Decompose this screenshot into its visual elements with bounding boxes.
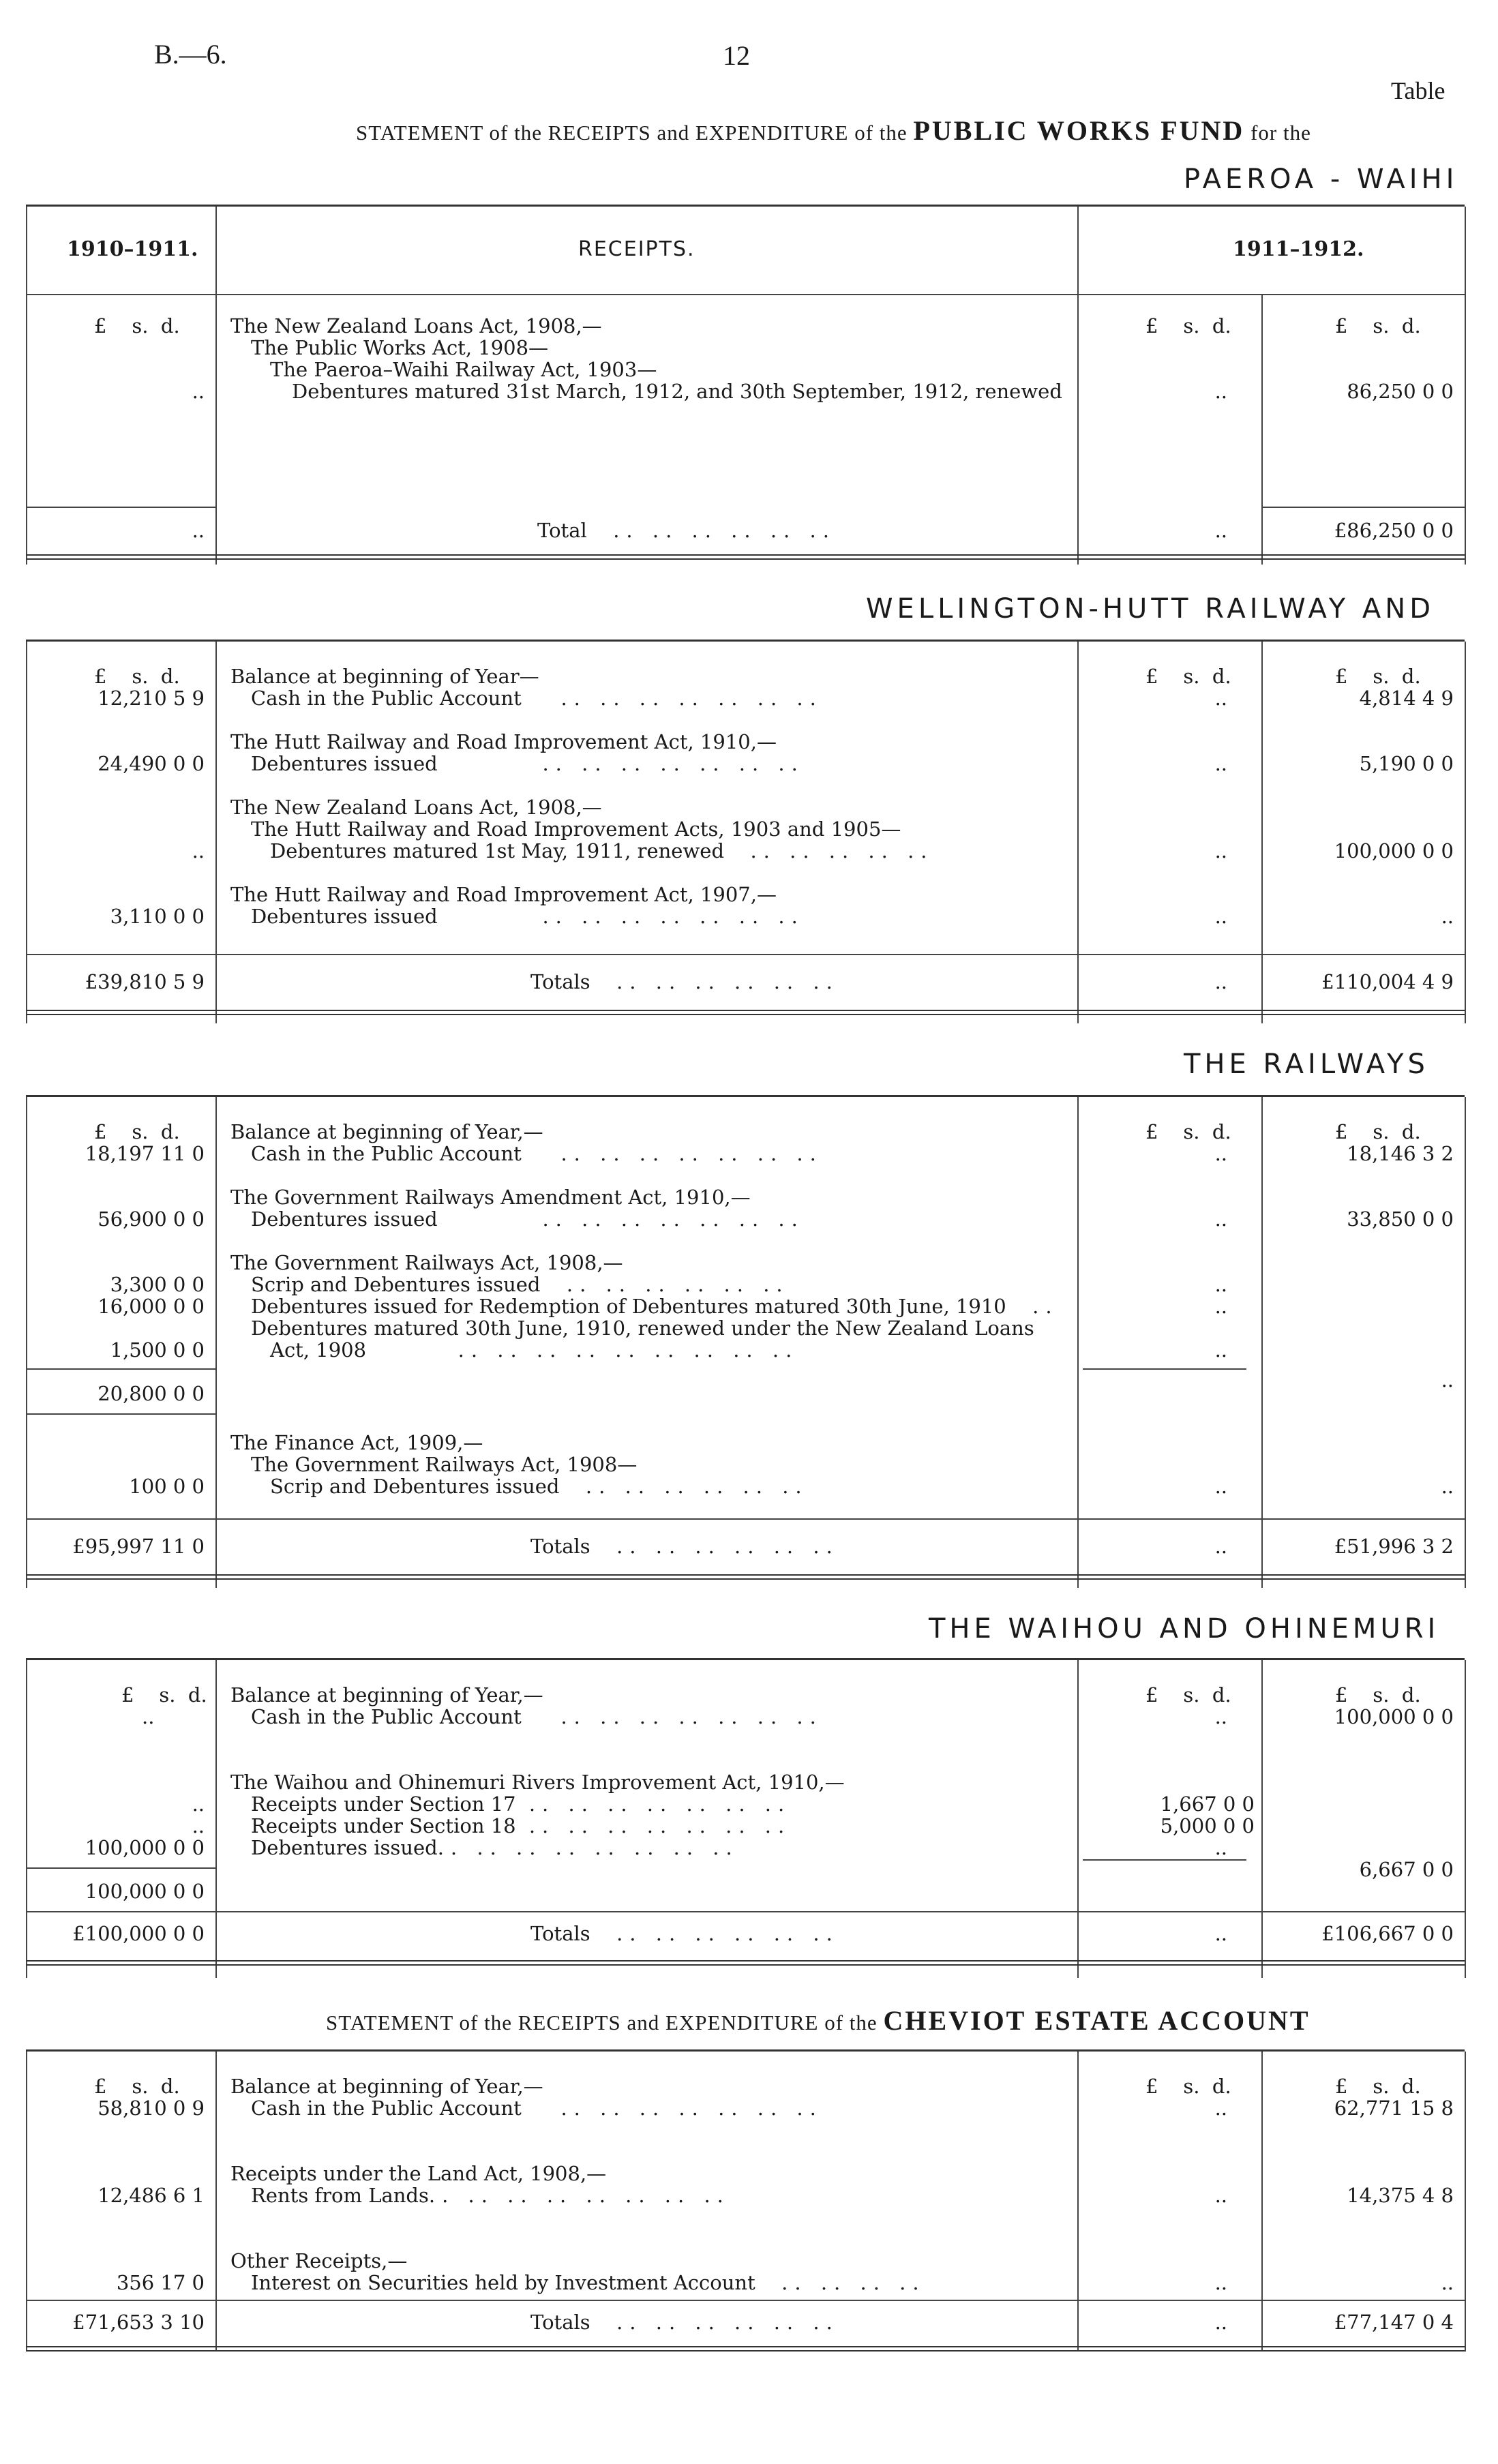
cheviot-rents-val: 14,375 4 8 bbox=[1347, 2184, 1454, 2207]
waihou-balance: Balance at beginning of Year,— bbox=[230, 1683, 543, 1707]
railways-redemp-mid: .. bbox=[1214, 1295, 1227, 1318]
railways-renew2: Act, 1908 .. .. .. .. .. .. .. .. .. bbox=[270, 1338, 799, 1362]
statement-heading-cheviot bbox=[326, 2004, 1310, 2037]
cheviot-other: Other Receipts,— bbox=[230, 2249, 408, 2272]
waihou-deb-prev: 100,000 0 0 bbox=[85, 1836, 205, 1859]
waihou-deb: Debentures issued.. .. .. .. .. .. .. .. bbox=[251, 1836, 739, 1859]
units-mid: £ s. d. bbox=[1145, 665, 1231, 688]
cheviot-total-val: £77,147 0 4 bbox=[1334, 2311, 1454, 2334]
col-head-year1: 1910–1911. bbox=[67, 237, 198, 261]
railways-total-label: Totals .. .. .. .. .. .. bbox=[530, 1535, 839, 1558]
railways-act1: The Government Railways Amendment Act, 1910,— bbox=[230, 1186, 751, 1209]
wellington-total-val: £110,004 4 9 bbox=[1321, 970, 1454, 993]
railways-total-val: £51,996 3 2 bbox=[1334, 1535, 1454, 1558]
table-waihou bbox=[26, 1658, 1465, 1978]
railways-cash-prev: 18,197 11 0 bbox=[85, 1142, 205, 1165]
wellington-total-prev: £39,810 5 9 bbox=[85, 970, 205, 993]
cheviot-cash-val: 62,771 15 8 bbox=[1334, 2097, 1454, 2120]
railways-act3: The Finance Act, 1909,— bbox=[230, 1431, 483, 1454]
railways-redemp: Debentures issued for Redemption of Debentures matured 30th June, 1910 .. bbox=[251, 1295, 1059, 1318]
waihou-sub-val: 6,667 0 0 bbox=[1359, 1858, 1454, 1881]
section-title-paeroa: PAEROA - WAIHI bbox=[1184, 164, 1458, 195]
wellington-deb1-prev: 24,490 0 0 bbox=[98, 752, 205, 775]
units-val: £ s. d. bbox=[1335, 1683, 1421, 1707]
railways-scrip2-prev: 100 0 0 bbox=[129, 1475, 205, 1498]
wellington-act2: The New Zealand Loans Act, 1908,— bbox=[230, 796, 602, 819]
heading-pre: STATEMENT of the RECEIPTS and EXPENDITURE of the bbox=[326, 2011, 878, 2034]
paeroa-prev: .. bbox=[192, 380, 205, 403]
paeroa-total-val: £86,250 0 0 bbox=[1334, 519, 1454, 542]
heading-bold: PUBLIC WORKS FUND bbox=[913, 115, 1245, 146]
units-prev: £ s. d. bbox=[121, 1683, 207, 1707]
wellington-deb2: Debentures matured 1st May, 1911, renewed .. .. .. .. .. bbox=[270, 839, 934, 862]
wellington-deb3-prev: 3,110 0 0 bbox=[110, 905, 205, 928]
railways-act2: The Government Railways Act, 1908,— bbox=[230, 1251, 623, 1274]
cheviot-rents-mid: .. bbox=[1214, 2184, 1227, 2207]
heading-post: for the bbox=[1250, 121, 1311, 145]
wellington-act3: The Hutt Railway and Road Improvement Act, 1907,— bbox=[230, 883, 777, 906]
railways-balance: Balance at beginning of Year,— bbox=[230, 1120, 543, 1143]
railways-renew-mid: .. bbox=[1214, 1338, 1227, 1362]
wellington-deb2-prev: .. bbox=[192, 839, 205, 862]
units-prev: £ s. d. bbox=[94, 665, 180, 688]
wellington-cash-val: 4,814 4 9 bbox=[1359, 687, 1454, 710]
waihou-total-val: £106,667 0 0 bbox=[1321, 1922, 1454, 1945]
railways-renew-prev: 1,500 0 0 bbox=[110, 1338, 205, 1362]
waihou-act1: The Waihou and Ohinemuri Rivers Improvement Act, 1910,— bbox=[230, 1771, 845, 1794]
waihou-deb-mid: .. bbox=[1214, 1836, 1227, 1859]
units-mid: £ s. d. bbox=[1145, 314, 1231, 337]
railways-deb1-val: 33,850 0 0 bbox=[1347, 1207, 1454, 1231]
waihou-total-label: Totals .. .. .. .. .. .. bbox=[530, 1922, 839, 1945]
cheviot-interest-mid: .. bbox=[1214, 2271, 1227, 2294]
page-number: 12 bbox=[723, 40, 750, 71]
cheviot-rents: Rents from Lands.. .. .. .. .. .. .. .. bbox=[251, 2184, 730, 2207]
railways-deb1-mid: .. bbox=[1214, 1207, 1227, 1231]
section-title-railways: THE RAILWAYS bbox=[1184, 1049, 1429, 1080]
paeroa-total-prev: .. bbox=[192, 519, 205, 542]
units-val: £ s. d. bbox=[1335, 2075, 1421, 2098]
paeroa-total-mid: .. bbox=[1214, 519, 1227, 542]
railways-scrip2-mid: .. bbox=[1214, 1475, 1227, 1498]
wellington-deb1-val: 5,190 0 0 bbox=[1359, 752, 1454, 775]
cheviot-interest-val: .. bbox=[1441, 2271, 1454, 2294]
paeroa-total-label: Total .. .. .. .. .. .. bbox=[537, 519, 836, 542]
units-prev: £ s. d. bbox=[94, 2075, 180, 2098]
railways-scrip2-val: .. bbox=[1441, 1475, 1454, 1498]
wellington-cash-mid: .. bbox=[1214, 687, 1227, 710]
wellington-balance: Balance at beginning of Year— bbox=[230, 665, 539, 688]
wellington-act2b: The Hutt Railway and Road Improvement Acts, 1903 and 1905— bbox=[251, 817, 901, 841]
paeroa-act1: The New Zealand Loans Act, 1908,— bbox=[230, 314, 602, 337]
cheviot-cash-prev: 58,810 0 9 bbox=[98, 2097, 205, 2120]
units-prev: £ s. d. bbox=[94, 1120, 180, 1143]
railways-deb1-prev: 56,900 0 0 bbox=[98, 1207, 205, 1231]
railways-sub-val: .. bbox=[1441, 1368, 1454, 1392]
paeroa-act3: The Paeroa–Waihi Railway Act, 1903— bbox=[270, 358, 657, 381]
wellington-deb1-mid: .. bbox=[1214, 752, 1227, 775]
wellington-total-label: Totals .. .. .. .. .. .. bbox=[530, 970, 839, 993]
waihou-cash: Cash in the Public Account .. .. .. .. .. .. .. bbox=[251, 1705, 823, 1728]
units-mid: £ s. d. bbox=[1145, 2075, 1231, 2098]
cheviot-interest: Interest on Securities held by Investment Account .. .. .. .. bbox=[251, 2271, 926, 2294]
railways-cash-mid: .. bbox=[1214, 1142, 1227, 1165]
wellington-cash-prev: 12,210 5 9 bbox=[98, 687, 205, 710]
cheviot-cash-mid: .. bbox=[1214, 2097, 1227, 2120]
units-val: £ s. d. bbox=[1335, 314, 1421, 337]
units-prev: £ s. d. bbox=[94, 314, 180, 337]
wellington-act1: The Hutt Railway and Road Improvement Act, 1910,— bbox=[230, 730, 777, 753]
col-head-year2: 1911–1912. bbox=[1233, 237, 1364, 261]
wellington-deb3-mid: .. bbox=[1214, 905, 1227, 928]
wellington-deb2-mid: .. bbox=[1214, 839, 1227, 862]
waihou-r17-mid: 1,667 0 0 bbox=[1160, 1792, 1255, 1816]
cheviot-act1: Receipts under the Land Act, 1908,— bbox=[230, 2162, 607, 2185]
cheviot-total-label: Totals .. .. .. .. .. .. bbox=[530, 2311, 839, 2334]
waihou-total-prev: £100,000 0 0 bbox=[72, 1922, 205, 1945]
railways-scrip2: Scrip and Debentures issued .. .. .. .. .. .. bbox=[270, 1475, 809, 1498]
units-mid: £ s. d. bbox=[1145, 1683, 1231, 1707]
section-title-wellington: WELLINGTON-HUTT RAILWAY AND bbox=[866, 593, 1435, 625]
paeroa-mid: .. bbox=[1214, 380, 1227, 403]
railways-act3b: The Government Railways Act, 1908— bbox=[251, 1453, 638, 1476]
col-head-receipts: RECEIPTS. bbox=[578, 237, 695, 261]
wellington-total-mid: .. bbox=[1214, 970, 1227, 993]
wellington-deb3-val: .. bbox=[1441, 905, 1454, 928]
waihou-r17-prev: .. bbox=[192, 1792, 205, 1816]
cheviot-balance: Balance at beginning of Year,— bbox=[230, 2075, 543, 2098]
railways-scrip: Scrip and Debentures issued .. .. .. .. .. .. bbox=[251, 1273, 790, 1296]
cheviot-interest-prev: 356 17 0 bbox=[116, 2271, 205, 2294]
railways-cash-val: 18,146 3 2 bbox=[1347, 1142, 1454, 1165]
waihou-r18-mid: 5,000 0 0 bbox=[1160, 1814, 1255, 1837]
section-title-waihou: THE WAIHOU AND OHINEMURI bbox=[929, 1613, 1440, 1644]
cheviot-total-mid: .. bbox=[1214, 2311, 1227, 2334]
railways-total-prev: £95,997 11 0 bbox=[72, 1535, 205, 1558]
railways-deb1: Debentures issued .. .. .. .. .. .. .. bbox=[251, 1207, 805, 1231]
wellington-deb3: Debentures issued .. .. .. .. .. .. .. bbox=[251, 905, 805, 928]
railways-renew1: Debentures matured 30th June, 1910, renewed under the New Zealand Loans bbox=[251, 1317, 1034, 1340]
cheviot-rents-prev: 12,486 6 1 bbox=[98, 2184, 205, 2207]
heading-bold: CHEVIOT ESTATE ACCOUNT bbox=[883, 2005, 1310, 2036]
page-ref: B.—6. bbox=[154, 39, 227, 70]
cheviot-total-prev: £71,653 3 10 bbox=[72, 2311, 205, 2334]
heading-pre: STATEMENT of the RECEIPTS and EXPENDITURE of the bbox=[356, 121, 908, 145]
railways-total-mid: .. bbox=[1214, 1535, 1227, 1558]
railways-cash: Cash in the Public Account .. .. .. .. .. .. .. bbox=[251, 1142, 823, 1165]
waihou-sub-prev: 100,000 0 0 bbox=[85, 1880, 205, 1903]
paeroa-val: 86,250 0 0 bbox=[1347, 380, 1454, 403]
waihou-cash-prev: .. bbox=[142, 1705, 155, 1728]
wellington-cash: Cash in the Public Account .. .. .. .. .. .. .. bbox=[251, 687, 823, 710]
railways-scrip-mid: .. bbox=[1214, 1273, 1227, 1296]
units-val: £ s. d. bbox=[1335, 1120, 1421, 1143]
table-label: Table bbox=[1391, 77, 1445, 104]
wellington-deb1: Debentures issued .. .. .. .. .. .. .. bbox=[251, 752, 805, 775]
units-mid: £ s. d. bbox=[1145, 1120, 1231, 1143]
waihou-r18: Receipts under Section 18 .. .. .. .. .. .. .. bbox=[251, 1814, 792, 1837]
waihou-total-mid: .. bbox=[1214, 1922, 1227, 1945]
cheviot-cash: Cash in the Public Account .. .. .. .. .. .. .. bbox=[251, 2097, 823, 2120]
railways-scrip-prev: 3,300 0 0 bbox=[110, 1273, 205, 1296]
waihou-r17: Receipts under Section 17 .. .. .. .. .. .. .. bbox=[251, 1792, 792, 1816]
wellington-deb2-val: 100,000 0 0 bbox=[1334, 839, 1454, 862]
table-paeroa bbox=[26, 205, 1465, 565]
table-railways bbox=[26, 1095, 1465, 1588]
paeroa-act2: The Public Works Act, 1908— bbox=[251, 336, 549, 359]
railways-sub-prev: 20,800 0 0 bbox=[98, 1382, 205, 1405]
paeroa-item: Debentures matured 31st March, 1912, and 30th September, 1912, renewed bbox=[292, 380, 1062, 403]
waihou-r18-prev: .. bbox=[192, 1814, 205, 1837]
statement-heading-public-works bbox=[356, 115, 1311, 147]
table-wellington bbox=[26, 640, 1465, 1023]
units-val: £ s. d. bbox=[1335, 665, 1421, 688]
waihou-cash-mid: .. bbox=[1214, 1705, 1227, 1728]
table-cheviot bbox=[26, 2049, 1465, 2352]
railways-redemp-prev: 16,000 0 0 bbox=[98, 1295, 205, 1318]
waihou-cash-val: 100,000 0 0 bbox=[1334, 1705, 1454, 1728]
